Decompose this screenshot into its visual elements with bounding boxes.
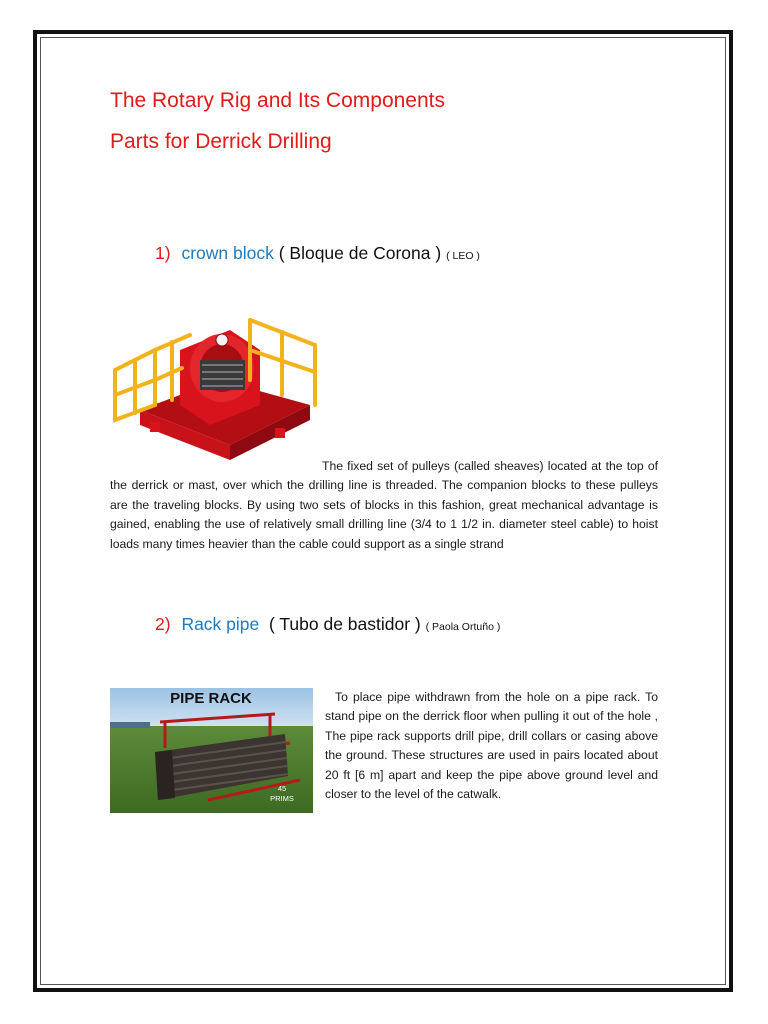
document-title: The Rotary Rig and Its Components bbox=[110, 89, 445, 112]
section-2-number: 2) bbox=[155, 614, 171, 634]
section-1-author: ( LEO ) bbox=[446, 250, 480, 262]
pipe-rack-caption-unit: PRIMS bbox=[270, 794, 294, 803]
pipe-rack-image bbox=[110, 688, 313, 813]
section-1-english-term: crown block bbox=[181, 243, 274, 263]
document-subtitle: Parts for Derrick Drilling bbox=[110, 130, 332, 153]
section-1-spanish-term: ( Bloque de Corona ) bbox=[278, 243, 442, 263]
pipe-rack-caption-title: PIPE RACK bbox=[170, 690, 252, 707]
section-1-heading bbox=[155, 243, 480, 264]
section-2-spanish-term: ( Tubo de bastidor ) bbox=[269, 614, 421, 634]
section-2-paragraph: To place pipe withdrawn from the hole on a pipe rack. To stand pipe on the derrick floor when pulling it out of the hole , The pipe rack supports drill pipe, drill collars or casing above the ground. These structures are used in pairs located about 20 ft [6 m] apart and keep the pipe above ground level and closer to the level of the catwalk. bbox=[325, 690, 658, 802]
section-1-number: 1) bbox=[155, 243, 171, 263]
section-1-paragraph: The fixed set of pulleys (called sheaves) located at the top of the derrick or mast, over which the drilling line is threaded. The companion blocks to these pulleys are the traveling blocks. By using two sets of blocks in this fashion, great mechanical advantage is gained, enabling the use of relatively small drilling line (3/4 to 1 1/2 in. diameter steel cable) to hoist loads many times heavier than the cable could support as a single strand bbox=[110, 459, 658, 551]
section-2-author: ( Paola Ortuño ) bbox=[425, 621, 501, 633]
pipe-rack-caption-count: 45 bbox=[277, 784, 287, 793]
section-2-heading bbox=[155, 614, 500, 635]
section-2-english-term: Rack pipe bbox=[181, 614, 260, 634]
crown-block-image bbox=[110, 310, 320, 470]
